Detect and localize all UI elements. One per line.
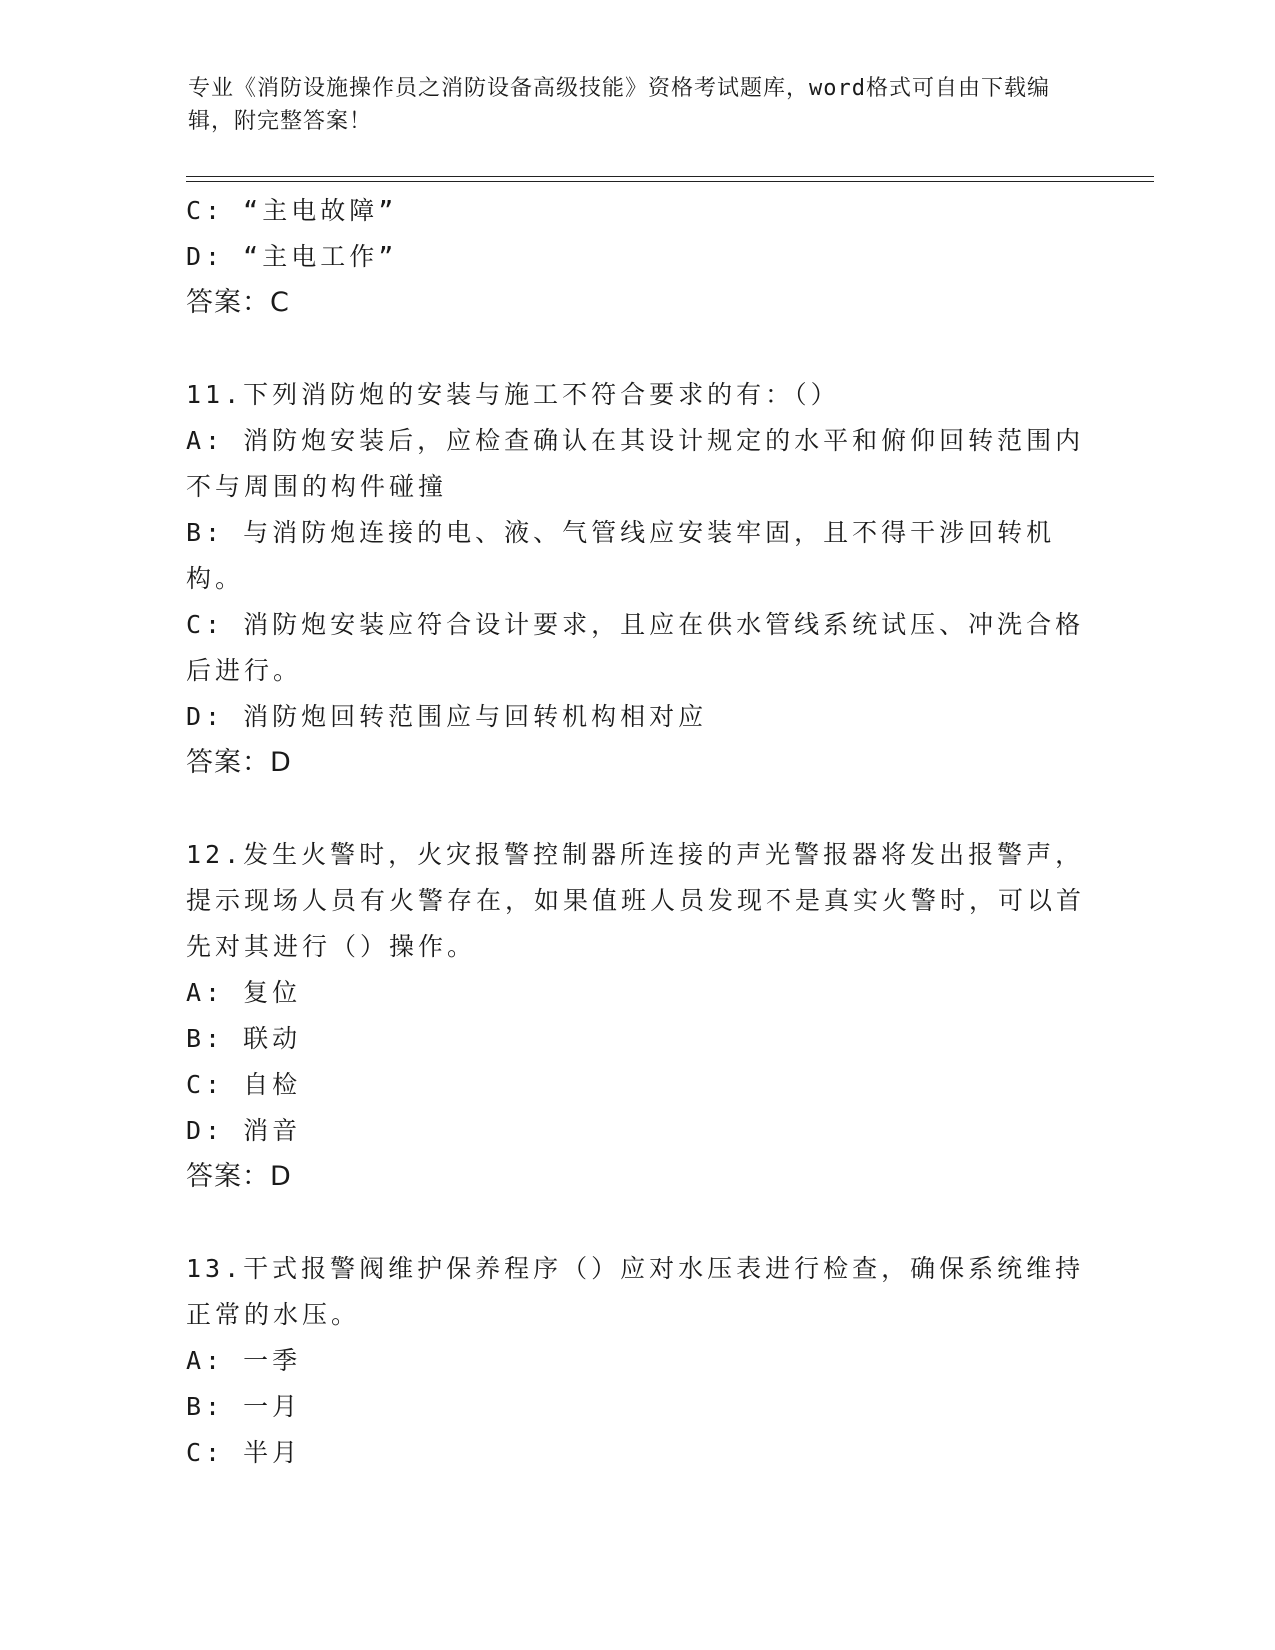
- option-d: D: 消音: [186, 1116, 302, 1145]
- header-divider-top: [186, 176, 1154, 177]
- question-stem: 12.发生火警时，火灾报警控制器所连接的声光警报器将发出报警声，提示现场人员有火警存在，如果值班人员发现不是真实火警时，可以首先对其进行（）操作。: [186, 840, 1086, 961]
- answer-line: 答案：D: [186, 747, 292, 778]
- option-c: C: 半月: [186, 1438, 302, 1467]
- option-a: A: 消防炮安装后，应检查确认在其设计规定的水平和俯仰回转范围内不与周围的构件碰撞: [186, 426, 1085, 501]
- option-d: D: 消防炮回转范围应与回转机构相对应: [186, 702, 708, 731]
- question-12: [186, 832, 1086, 1200]
- header-divider-bottom: [186, 181, 1154, 182]
- answer-line: 答案：D: [186, 1161, 292, 1192]
- option-a: A: 一季: [186, 1346, 302, 1375]
- option-b: B: 一月: [186, 1392, 302, 1421]
- option-a: A: 复位: [186, 978, 302, 1007]
- option-b: B: 联动: [186, 1024, 302, 1053]
- answer-line: 答案：C: [186, 287, 290, 318]
- question-stem: 13.干式报警阀维护保养程序（）应对水压表进行检查，确保系统维持正常的水压。: [186, 1254, 1085, 1329]
- spacer: [186, 786, 1086, 832]
- question-11: [186, 372, 1086, 786]
- question-13: [186, 1246, 1086, 1476]
- spacer: [186, 326, 1086, 372]
- question-stem: 11.下列消防炮的安装与施工不符合要求的有：（）: [186, 380, 840, 409]
- document-header: 专业《消防设施操作员之消防设备高级技能》资格考试题库，word格式可自由下载编辑，附完整答案！: [188, 76, 1050, 134]
- option-b: B: 与消防炮连接的电、液、气管线应安装牢固，且不得干涉回转机构。: [186, 518, 1056, 593]
- option-c: C: 自检: [186, 1070, 302, 1099]
- previous-question-tail: [186, 188, 1086, 326]
- question-list: [186, 188, 1086, 1476]
- spacer: [186, 1200, 1086, 1246]
- option-d: D: “主电工作”: [186, 242, 398, 271]
- option-c: C: “主电故障”: [186, 196, 398, 225]
- option-c: C: 消防炮安装应符合设计要求，且应在供水管线系统试压、冲洗合格后进行。: [186, 610, 1085, 685]
